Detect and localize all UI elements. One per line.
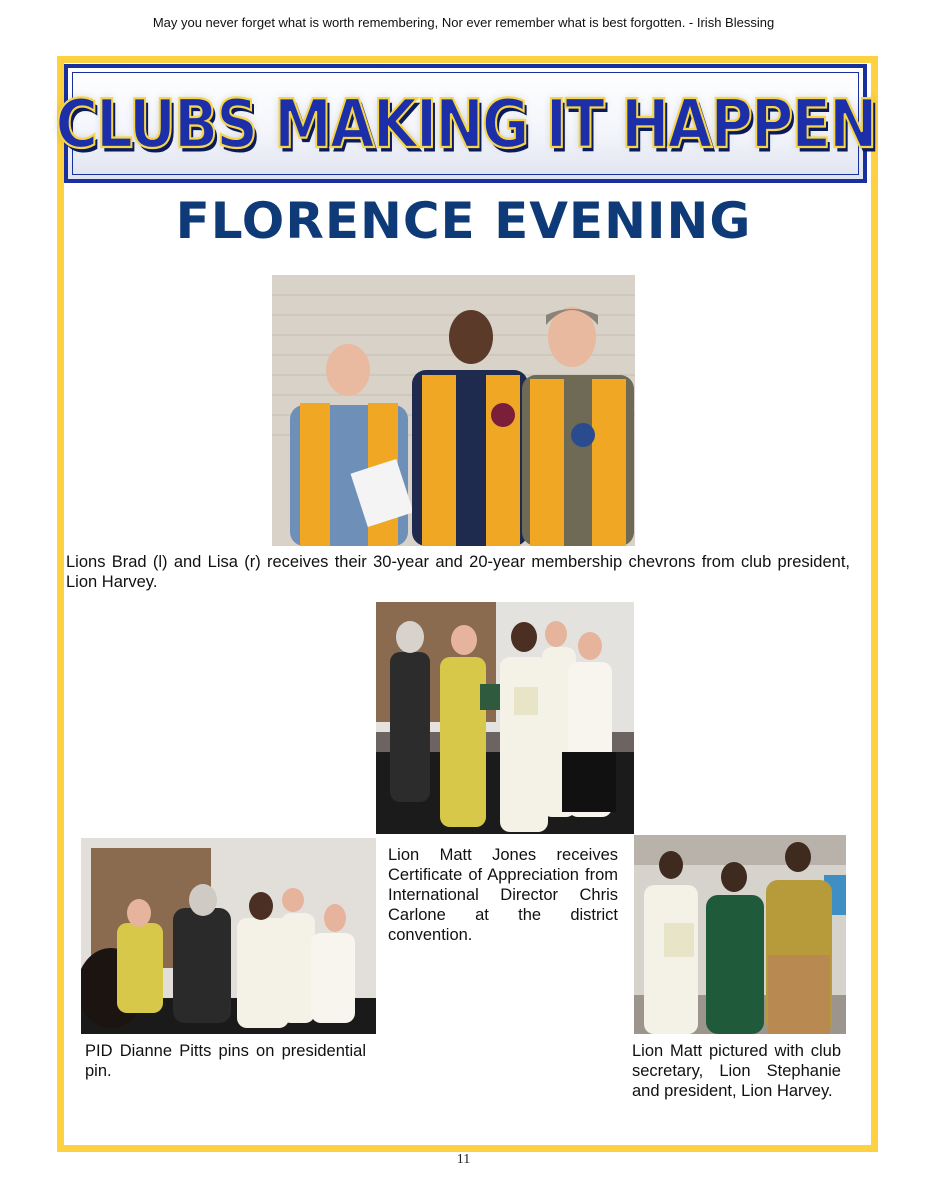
caption-pinning: PID Dianne Pitts pins on presidential pin. — [85, 1042, 366, 1080]
header-quote: May you never forget what is worth remembering, Nor ever remember what is best forgotten. - Irish Blessing — [152, 15, 775, 30]
photo-certificate-image — [376, 602, 634, 834]
photo-certificate — [376, 602, 634, 834]
photo-group-image — [634, 835, 846, 1034]
caption-chevrons: Lions Brad (l) and Lisa (r) receives their 30-year and 20-year membership chevrons from club president, Lion Harvey. — [66, 553, 850, 591]
caption-group: Lion Matt pictured with club secretary, Lion Stephanie and president, Lion Harvey. — [632, 1042, 841, 1100]
photo-pinning-image — [81, 838, 376, 1034]
caption-certificate: Lion Matt Jones receives Certificate of Appreciation from International Director Chris Carlone at the district convention. — [388, 846, 618, 944]
banner-title: CLUBS MAKING IT HAPPEN — [55, 84, 876, 163]
section-title: FLORENCE EVENING — [175, 192, 752, 250]
page-number: 11 — [456, 1152, 471, 1167]
photo-chevrons — [272, 275, 635, 546]
photo-group — [634, 835, 846, 1034]
banner-inner — [55, 72, 876, 175]
photo-pinning — [81, 838, 376, 1034]
banner — [55, 64, 876, 183]
photo-chevrons-image — [272, 275, 635, 546]
